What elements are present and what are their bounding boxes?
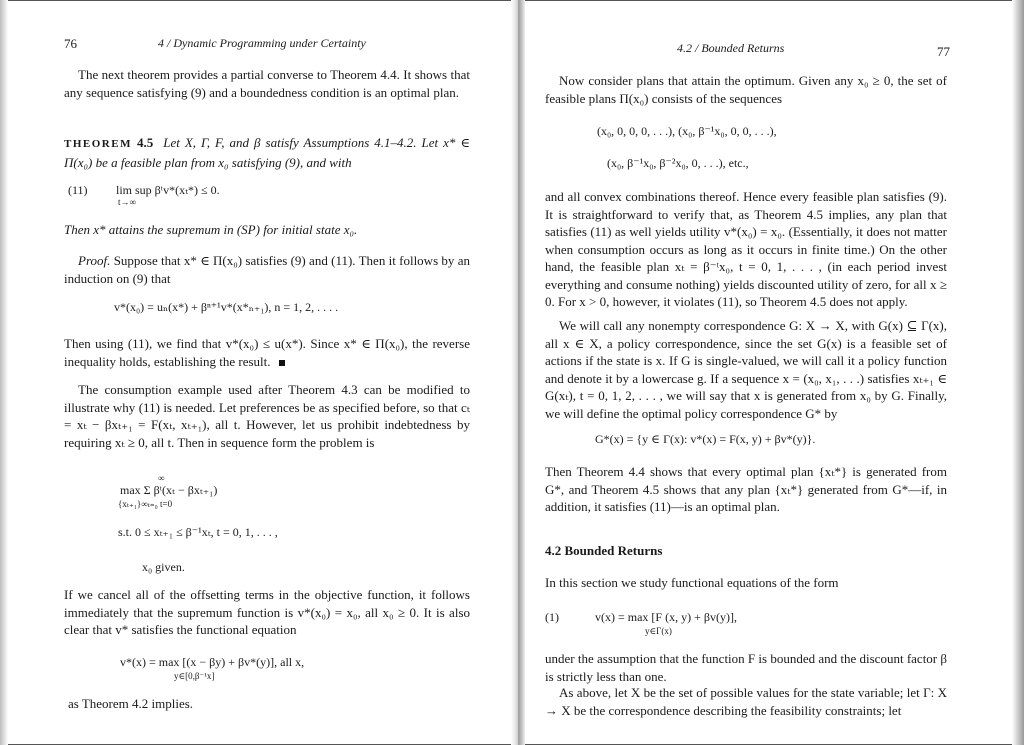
eq-max-infinity: ∞	[158, 473, 165, 483]
eq-11-label: (11)	[68, 183, 88, 197]
theorem-number: 4.5	[136, 135, 154, 150]
theorem-label: THEOREM	[64, 138, 132, 150]
right-page-number: 77	[937, 44, 950, 59]
eq-max: max Σ βᵗ(xₜ − βxₜ₊₁)	[120, 483, 218, 497]
proof-label: Proof.	[78, 253, 111, 268]
qed-square-icon	[279, 360, 285, 366]
book-gutter	[511, 0, 525, 745]
section-heading-bounded-returns: 4.2 Bounded Returns	[545, 543, 663, 558]
left-page-number: 76	[64, 36, 77, 51]
eq-given: x₀ given.	[142, 560, 185, 574]
eq-functional-subscript: y∈[0,β⁻¹x]	[174, 671, 215, 681]
theorem-conclusion: Then x* attains the supremum in (SP) for initial state x₀.	[64, 222, 358, 237]
eq-1-subscript: y∈Γ(x)	[645, 626, 672, 636]
eq-11-subscript: t→∞	[118, 197, 136, 207]
sequence-line-1: (x₀, 0, 0, 0, . . .), (x₀, β⁻¹x₀, 0, 0, . . .),	[597, 124, 777, 138]
proof-end-text: Then using (11), we find that v*(x₀) ≤ u(x*). Since x* ∈ Π(x₀), the reverse inequality holds, establishing the result.	[64, 336, 470, 369]
left-para-1: The next theorem provides a partial converse to Theorem 4.4. It shows that any sequence satisfying (9) and a boundedness condition is an optimal plan.	[64, 67, 470, 100]
right-para-1: Now consider plans that attain the optimum. Given any x₀ ≥ 0, the set of feasible plans Π(x₀) consists of the sequences	[545, 73, 947, 106]
eq-optimal-policy: G*(x) = {y ∈ Γ(x): v*(x) = F(x, y) + βv*(y)}.	[595, 432, 816, 446]
right-para-2: and all convex combinations thereof. Hence every feasible plan satisfies (9). It is straightforward to verify that, as Theorem 4.5 implies, any plan that satisfies (11) as well yields utility v*(x₀) = x₀. (Essentially, it does not matter when consumption occurs as long as it occurs in finite time.) On the other hand, the feasible plan xₜ = β⁻ᵗx₀, t = 0, 1, . . . , (in each period invest everything and consume nothing) yields discounted utility of zero, for all x ≥ 0. For x > 0, however, it violates (11), so Theorem 4.5 does not apply.	[545, 189, 947, 309]
eq-constraint: s.t. 0 ≤ xₜ₊₁ ≤ β⁻¹xₜ, t = 0, 1, . . . ,	[118, 525, 278, 539]
left-running-head: 4 / Dynamic Programming under Certainty	[158, 36, 366, 50]
left-para-2: The consumption example used after Theorem 4.3 can be modified to illustrate why (11) is needed. Let preferences be as specified before, so that cₜ = xₜ − βxₜ₊₁ = F(xₜ, xₜ₊₁), all t. However, let us prohibit indebtedness by requiring xₜ ≥ 0, all t. Then in sequence form the problem is	[64, 382, 470, 450]
eq-11-body: lim sup βᵗv*(xₜ*) ≤ 0.	[116, 183, 220, 197]
eq-1: v(x) = max [F (x, y) + βv(y)],	[595, 610, 737, 624]
eq-1-label: (1)	[545, 610, 559, 624]
eq-11	[116, 183, 220, 198]
theorem-4-5	[64, 134, 470, 171]
left-edge-shadow	[0, 0, 8, 745]
right-para-7: As above, let X be the set of possible values for the state variable; let Γ: X → X be the correspondence describing the feasibility constraints; let	[545, 685, 947, 718]
left-para-3-end: as Theorem 4.2 implies.	[68, 696, 194, 711]
left-para-3: If we cancel all of the offsetting terms in the objective function, it follows immediately that the supremum function is v*(x₀) = x₀, all x₀ ≥ 0. It is also clear that v* satisfies the functional equation	[64, 587, 470, 637]
right-para-5: In this section we study functional equations of the form	[545, 575, 839, 590]
proof-end	[64, 335, 470, 370]
eq-max-subscript: {xₜ₊₁}∞ₜ₌₀ t=0	[118, 499, 173, 509]
sequence-line-2: (x₀, β⁻¹x₀, β⁻²x₀, 0, . . .), etc.,	[607, 156, 749, 170]
eq-functional: v*(x) = max [(x − βy) + βv*(y)], all x,	[120, 655, 305, 669]
right-para-4: Then Theorem 4.4 shows that every optimal plan {xₜ*} is generated from G*, and Theorem 4.5 shows that any plan {xₜ*} generated from G*—if, in addition, it satisfies (11)—is an optimal plan.	[545, 464, 947, 514]
proof-text: Suppose that x* ∈ Π(x₀) satisfies (9) and (11). Then it follows by an induction on (9) that	[64, 253, 470, 286]
right-para-6: under the assumption that the function F is bounded and the discount factor β is strictly less than one.	[545, 651, 947, 684]
right-edge-shadow	[1012, 0, 1024, 745]
eq-induction: v*(x₀) = uₙ(x*) + βⁿ⁺¹v*(x*ₙ₊₁), n = 1, 2, . . . .	[114, 300, 339, 314]
right-para-3: We will call any nonempty correspondence G: X → X, with G(x) ⊆ Γ(x), all x ∈ X, a policy correspondence, since the set G(x) is a feasible set of actions if the state is x. If G is single-valued, we will call it a policy function and denote it by a lowercase g. If a sequence x = (x₀, x₁, . . .) satisfies xₜ₊₁ ∈ G(xₜ), t = 0, 1, 2, . . . , we will say that x is generated from x₀ by G. Finally, we will define the optimal policy correspondence G* by	[545, 318, 947, 421]
theorem-text: Let X, Γ, F, and β satisfy Assumptions 4.1–4.2. Let x* ∈ Π(x₀) be a feasible plan from x₀ satisfying (9), and with	[64, 135, 471, 170]
right-running-head: 4.2 / Bounded Returns	[677, 41, 785, 55]
proof-paragraph	[64, 252, 470, 287]
